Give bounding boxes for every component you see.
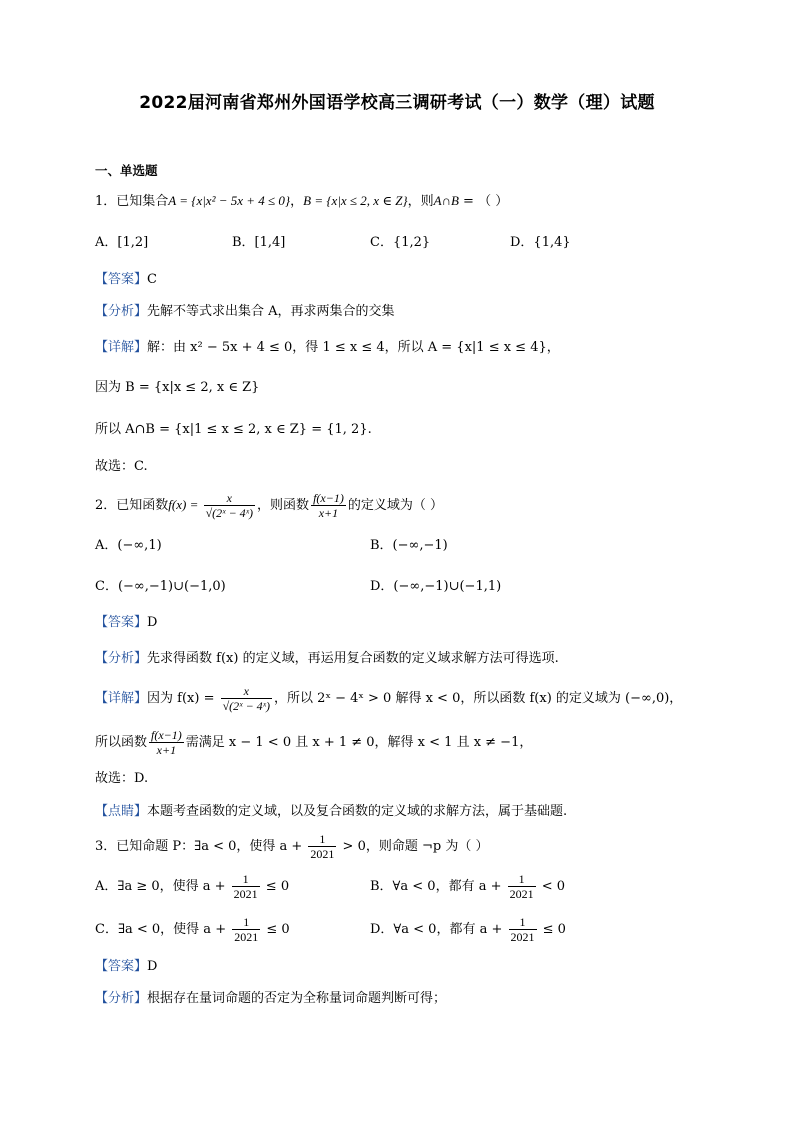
q2-stem-end: 的定义域为（ ） bbox=[347, 498, 443, 513]
option-text-end: < 0 bbox=[537, 879, 566, 894]
fraction-denominator: x+1 bbox=[318, 506, 339, 520]
answer-tag: 【答案】 bbox=[95, 272, 148, 287]
analysis-text: 先求得函数 f(x) 的定义域，再运用复合函数的定义域求解方法可得选项. bbox=[147, 651, 559, 666]
q2-function: f(x) = bbox=[168, 497, 202, 512]
detail-tag: 【详解】 bbox=[95, 340, 148, 355]
analysis-tag: 【分析】 bbox=[95, 304, 148, 319]
section-heading: 一、单选题 bbox=[95, 163, 158, 178]
q1-detail-1 bbox=[95, 339, 560, 357]
detail-text-cont: 需满足 x − 1 < 0 且 x + 1 ≠ 0，解得 x < 1 且 x ≠ −1， bbox=[185, 735, 533, 750]
q2-option-a: A．(−∞,1) bbox=[95, 538, 162, 553]
analysis-text: 先解不等式求出集合 A，再求两集合的交集 bbox=[147, 304, 395, 319]
q2-option-b: B．(−∞,−1) bbox=[370, 538, 448, 553]
option-text-end: ≤ 0 bbox=[538, 922, 566, 937]
analysis-text: 根据存在量词命题的否定为全称量词命题判断可得； bbox=[147, 991, 447, 1006]
question-1 bbox=[95, 192, 508, 211]
fraction-denominator: √(2ˣ − 4ˣ) bbox=[222, 699, 271, 713]
q1-expression: A∩B bbox=[433, 193, 459, 208]
fraction-numerator: x bbox=[204, 491, 255, 506]
q1-option-a: A．[1,2] bbox=[95, 235, 149, 250]
fraction-numerator: f(x−1) bbox=[151, 728, 182, 742]
detail-text: 所以函数 bbox=[95, 735, 148, 750]
question-3 bbox=[95, 832, 488, 862]
q2-option-c: C．(−∞,−1)∪(−1,0) bbox=[95, 579, 226, 594]
q1-option-d: D．{1,4} bbox=[510, 235, 571, 250]
q2-composite-fraction bbox=[311, 491, 346, 520]
analysis-tag: 【分析】 bbox=[95, 651, 148, 666]
option-fraction bbox=[232, 915, 260, 944]
q1-stem: 1．已知集合 bbox=[95, 194, 169, 209]
q1-option-b: B．[1,4] bbox=[232, 235, 286, 250]
option-fraction bbox=[232, 872, 260, 901]
q3-fraction bbox=[308, 832, 336, 861]
fraction-numerator: f(x−1) bbox=[313, 491, 344, 505]
detail-tag: 【详解】 bbox=[95, 691, 148, 706]
option-text: B．∀a < 0，都有 a + bbox=[370, 879, 506, 894]
detail-text: 解：由 x² − 5x + 4 ≤ 0，得 1 ≤ x ≤ 4，所以 A = {x|1 ≤ x ≤ 4}， bbox=[147, 340, 560, 355]
q1-choice: 故选：C. bbox=[95, 459, 148, 474]
analysis-tag: 【分析】 bbox=[95, 991, 148, 1006]
fraction-numerator: x bbox=[221, 684, 272, 699]
fraction-denominator: √(2ˣ − 4ˣ) bbox=[205, 506, 254, 520]
fraction-denominator: 2021 bbox=[234, 930, 259, 944]
fraction-numerator: 1 bbox=[508, 872, 536, 887]
q1-blank: = （ ） bbox=[458, 194, 509, 209]
q3-stem-end: > 0，则命题 ¬p 为（ ） bbox=[338, 839, 489, 854]
q2-stem: 2．已知函数 bbox=[95, 498, 169, 513]
q1-analysis bbox=[95, 303, 395, 321]
answer-value: D bbox=[147, 959, 158, 974]
q1-set-a: A = {x|x² − 5x + 4 ≤ 0} bbox=[168, 193, 291, 208]
fraction-denominator: 2021 bbox=[510, 930, 535, 944]
q1-option-c: C．{1,2} bbox=[370, 235, 431, 250]
option-text-end: ≤ 0 bbox=[261, 879, 290, 894]
q1-detail-2: 因为 B = {x|x ≤ 2, x ∈ Z} bbox=[95, 380, 260, 395]
option-text-end: ≤ 0 bbox=[262, 922, 290, 937]
q2-detail-fraction bbox=[221, 684, 272, 713]
page-title: 2022届河南省郑州外国语学校高三调研考试（一）数学（理）试题 bbox=[139, 93, 655, 113]
q3-option-a bbox=[95, 872, 289, 902]
q2-function-fraction bbox=[204, 491, 255, 520]
fraction-denominator: 2021 bbox=[509, 887, 534, 901]
q2-detail-1 bbox=[95, 684, 682, 714]
fraction-numerator: 1 bbox=[232, 915, 260, 930]
answer-value: D bbox=[147, 615, 158, 630]
q2-analysis bbox=[95, 650, 559, 668]
q1-detail-3: 所以 A∩B = {x|1 ≤ x ≤ 2, x ∈ Z} = {1, 2}. bbox=[95, 422, 372, 437]
detail-text-cont: ，所以 2ˣ − 4ˣ > 0 解得 x < 0，所以函数 f(x) 的定义域为 (−∞,0)， bbox=[274, 691, 683, 706]
q1-set-b: B = {x|x ≤ 2, x ∈ Z} bbox=[303, 193, 408, 208]
fraction-denominator: x+1 bbox=[156, 743, 177, 757]
q3-option-c bbox=[95, 915, 290, 945]
q2-detail-2 bbox=[95, 728, 532, 758]
answer-value: C bbox=[147, 272, 157, 287]
q2-option-d: D．(−∞,−1)∪(−1,1) bbox=[370, 579, 502, 594]
option-fraction bbox=[508, 872, 536, 901]
fraction-denominator: 2021 bbox=[310, 847, 335, 861]
comment-text: 本题考查函数的定义域，以及复合函数的定义域的求解方法，属于基础题. bbox=[147, 804, 568, 819]
q1-separator: ， bbox=[290, 194, 304, 209]
option-text: C．∃a < 0，使得 a + bbox=[95, 922, 231, 937]
q3-option-b bbox=[370, 872, 565, 902]
fraction-numerator: 1 bbox=[509, 915, 537, 930]
fraction-numerator: 1 bbox=[308, 832, 336, 847]
q1-stem-end: ，则 bbox=[407, 194, 434, 209]
option-text: D．∀a < 0，都有 a + bbox=[370, 922, 507, 937]
question-2 bbox=[95, 490, 443, 521]
q3-analysis bbox=[95, 990, 446, 1008]
option-fraction bbox=[509, 915, 537, 944]
q3-stem: 3．已知命题 P：∃a < 0，使得 a + bbox=[95, 839, 307, 854]
q3-option-d bbox=[370, 915, 566, 945]
q2-detail-composite-fraction bbox=[149, 728, 184, 757]
q2-answer bbox=[95, 614, 157, 632]
detail-text: 因为 f(x) = bbox=[147, 691, 219, 706]
q2-choice: 故选：D. bbox=[95, 771, 149, 786]
answer-tag: 【答案】 bbox=[95, 959, 148, 974]
option-text: A．∃a ≥ 0，使得 a + bbox=[95, 879, 230, 894]
q1-answer bbox=[95, 271, 157, 289]
answer-tag: 【答案】 bbox=[95, 615, 148, 630]
q3-answer bbox=[95, 958, 157, 976]
q2-stem-mid: ，则函数 bbox=[257, 498, 310, 513]
q2-comment bbox=[95, 803, 567, 821]
fraction-denominator: 2021 bbox=[233, 887, 258, 901]
fraction-numerator: 1 bbox=[232, 872, 260, 887]
comment-tag: 【点睛】 bbox=[95, 804, 148, 819]
